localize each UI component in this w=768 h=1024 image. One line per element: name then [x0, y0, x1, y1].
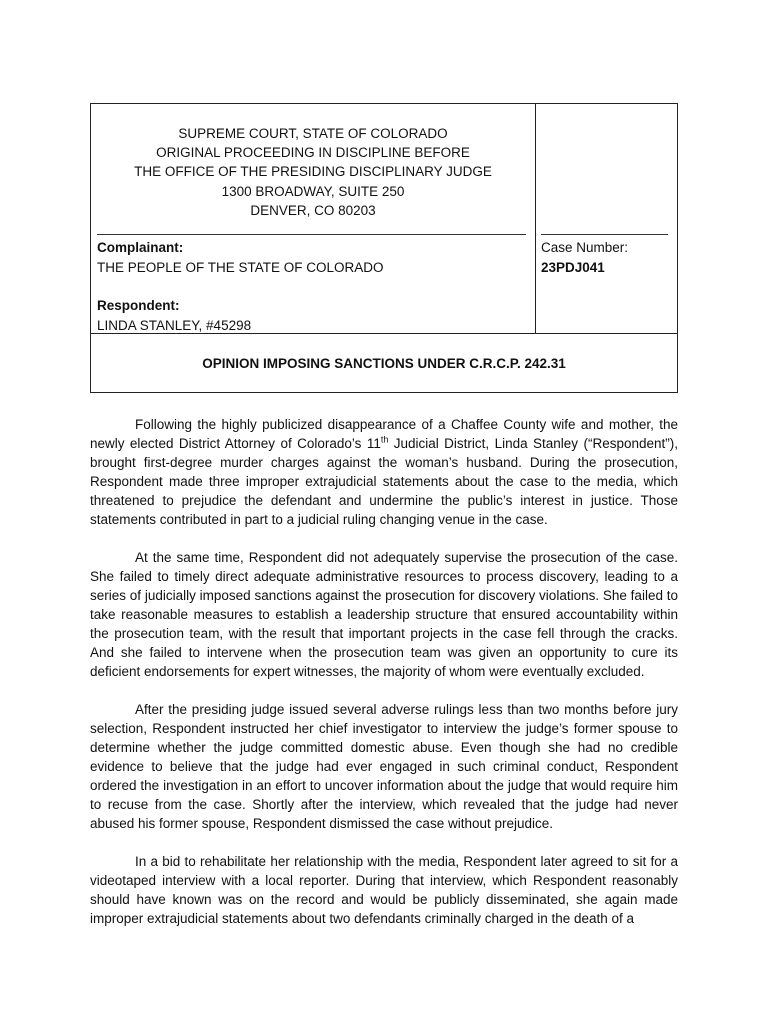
paragraph-1-text-start: Following the highly publicized disappearance of a Chaffee County wife and mother, the newly elected District Attorney of Colorado’s 11: [90, 417, 678, 451]
body-paragraph-3: After the presiding judge issued several adverse rulings less than two months before jury selection, Respondent instructed her chief investigator to interview the judge’s former spouse to determine whether the judge committed domestic abuse. Even though she had no credible evidence to believe that the judge had ever engaged in such criminal conduct, Respondent ordered the investigation in an effort to uncover information about the judge that would require him to recuse from the case. Shortly after the interview, which revealed that the judge had never abused his former spouse, Respondent dismissed the case without prejudice.: [90, 702, 678, 831]
court-city-address: DENVER, CO 80203: [250, 202, 376, 218]
complainant-name: THE PEOPLE OF THE STATE OF COLORADO: [97, 259, 384, 275]
caption-vertical-divider: [535, 104, 536, 333]
body-paragraph-4: In a bid to rehabilitate her relationship with the media, Respondent later agreed to sit for a videotaped interview with a local reporter. During that interview, which Respondent reasonably should have known was on the record and would be publicly disseminated, she again made improper extrajudicial statements about two defendants criminally charged in the death of a: [90, 854, 678, 926]
case-number: 23PDJ041: [541, 259, 605, 275]
body-paragraph-1: [90, 415, 678, 529]
court-heading: [91, 124, 535, 220]
parties-block: [97, 238, 384, 335]
caption-underline-left: [97, 234, 526, 235]
body-paragraph-2: At the same time, Respondent did not adequately supervise the prosecution of the case. She failed to timely direct adequate administrative resources to process discovery, leading to a series of judicially imposed sanctions against the prosecution for discovery violations. She failed to take reasonable measures to establish a leadership structure that ensured accountability within the prosecution team, with the result that important projects in the case fell through the cracks. And she failed to intervene when the prosecution team was given an opportunity to cure its deficient endorsements for expert witnesses, the majority of whom were eventually excluded.: [90, 550, 678, 679]
case-caption-table: [90, 103, 678, 393]
complainant-label: Complainant:: [97, 240, 184, 255]
opinion-title: OPINION IMPOSING SANCTIONS UNDER C.R.C.P. 242.31: [202, 356, 566, 371]
proceeding-type: ORIGINAL PROCEEDING IN DISCIPLINE BEFORE: [156, 145, 470, 161]
case-number-label: Case Number:: [541, 240, 629, 255]
court-name: SUPREME COURT, STATE OF COLORADO: [178, 126, 448, 141]
respondent-name: LINDA STANLEY, #45298: [97, 317, 252, 333]
caption-underline-right: [541, 234, 668, 235]
court-street-address: 1300 BROADWAY, SUITE 250: [221, 183, 405, 199]
paragraph-1-text-end: Judicial District, Linda Stanley (“Respondent”), brought first-degree murder charges against the woman’s husband. During the prosecution, Respondent made three improper extrajudicial statements about the case to the media, which threatened to prejudice the defendant and undermine the public’s interest in justice. Those statements contributed in part to a judicial ruling changing venue in the case.: [90, 436, 678, 527]
ordinal-superscript: th: [380, 434, 389, 445]
case-number-block: [541, 238, 628, 277]
respondent-label: Respondent:: [97, 298, 180, 313]
opinion-body: [90, 415, 678, 947]
office-name: THE OFFICE OF THE PRESIDING DISCIPLINARY JUDGE: [134, 164, 492, 180]
